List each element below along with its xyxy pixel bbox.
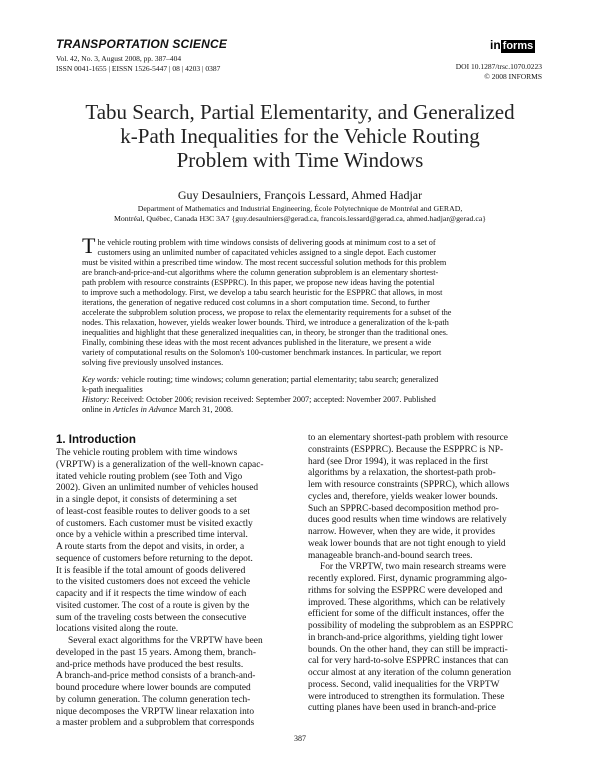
- body-line: For the VRPTW, two main research streams were: [320, 562, 506, 573]
- logo-in-text: in: [490, 38, 501, 52]
- keywords-block: [82, 375, 526, 415]
- doi-line: DOI 10.1287/trsc.1070.0223: [455, 62, 542, 71]
- abstract-line: variety of computational results on the Solomon's 100-customer benchmark instances. In particular, we report: [82, 348, 442, 357]
- history-text: March 31, 2008.: [178, 405, 234, 414]
- body-line: locations visited along the route.: [56, 624, 179, 635]
- body-line: in branch-and-price algorithms, yielding tight lower: [308, 632, 503, 643]
- keywords-label: Key words:: [82, 375, 120, 384]
- history-line: [82, 395, 526, 405]
- body-line: developed in the past 15 years. Among them, branch-: [56, 647, 256, 658]
- body-line: to the visited customers does not exceed the vehicle: [56, 577, 251, 588]
- body-line: cal for very hard-to-solve ESPPRC instances that can: [308, 656, 509, 667]
- abstract-line: Finally, combining these ideas with the most recent advances published in the literature, we present a wide: [82, 338, 432, 347]
- volume-line: Vol. 42, No. 3, August 2008, pp. 387–404: [56, 54, 182, 63]
- abstract-line: customers using an unlimited number of capacitated vehicles assigned to a single depot. Each customer: [97, 248, 436, 257]
- body-line: narrow. However, when they are wide, it provides: [308, 527, 495, 537]
- affiliation: [60, 204, 540, 224]
- keywords-text: k-path inequalities: [82, 385, 143, 394]
- informs-logo: [490, 38, 542, 53]
- body-line: rithms for solving the ESPPRC were developed and: [308, 585, 503, 596]
- right-column: [308, 433, 538, 715]
- body-line: by column generation. The column generation tech-: [56, 694, 251, 705]
- journal-name: TRANSPORTATION SCIENCE: [56, 37, 228, 51]
- body-line: a master problem and a subproblem that corresponds: [56, 718, 255, 729]
- body-line: once by a vehicle within a prescribed time interval.: [56, 530, 248, 541]
- abstract-line: iterations, the generation of negative reduced cost columns in a short computation time. Second, to further: [82, 298, 430, 307]
- body-line: possibility of modeling the subproblem as an ESPPRC: [308, 621, 513, 631]
- body-line: of least-cost feasible routes to deliver goods to a set: [56, 506, 250, 517]
- body-line: constraints (ESPPRC). Because the ESPPRC is NP-: [308, 444, 504, 455]
- body-line: in a single depot, it consists of determining a set: [56, 495, 237, 505]
- abstract-line: nodes. This relaxation, however, yields weaker lower bounds. Third, we introduce a generalization of the k-path: [82, 318, 449, 327]
- title-line: Tabu Search, Partial Elementarity, and Generalized: [85, 100, 515, 124]
- history-text: Received: October 2006; revision received: September 2007; accepted: November 2007. Published: [111, 395, 436, 404]
- abstract-line: path problem with resource constraints (ESPPRC). In this paper, we propose new ideas having the potential: [82, 278, 435, 287]
- body-line: recently explored. First, dynamic programming algo-: [308, 574, 508, 584]
- body-line: itated vehicle routing problem (see Toth and Vigo: [56, 471, 243, 482]
- abstract-line: are branch-and-price-and-cut algorithms where the column generation subproblem is an elementary shortest-: [82, 268, 439, 277]
- copyright-line: © 2008 INFORMS: [484, 71, 542, 81]
- body-line: of customers. Each customer must be visited exactly: [56, 518, 253, 529]
- body-line: and-price methods have produced the best results.: [56, 659, 244, 670]
- doi-block: [456, 62, 542, 81]
- body-line: were introduced to strengthen its formulation. These: [308, 691, 505, 702]
- body-line: duces good results when time windows are relatively: [308, 515, 507, 526]
- affiliation-line: Montréal, Québec, Canada H3C 3A7 {guy.desaulniers@gerad.ca, francois.lessard@gerad.ca, ahmed.hadjar@gerad.ca}: [113, 214, 487, 223]
- page-number: 387: [294, 734, 306, 743]
- body-line: It is feasible if the total amount of goods delivered: [56, 565, 246, 576]
- body-line: visited customer. The cost of a route is given by the: [56, 600, 250, 611]
- abstract: [82, 233, 526, 368]
- body-line: weak lower bounds that are not tight enough to yield: [308, 538, 506, 549]
- body-line: Several exact algorithms for the VRPTW have been: [68, 636, 263, 646]
- body-line: manageable branch-and-bound search trees.: [308, 550, 473, 561]
- body-line: The vehicle routing problem with time windows: [56, 448, 238, 458]
- body-line: (VRPTW) is a generalization of the well-known capac-: [56, 459, 264, 470]
- body-line: hard (see Dror 1994), it was replaced in the first: [308, 456, 489, 467]
- keywords-line: [82, 375, 526, 385]
- abstract-line: inequalities and highlight that these generalized inequalities can, in theory, be stronger than the traditional ones.: [82, 328, 448, 337]
- body-line: sum of the traveling costs between the consecutive: [56, 612, 247, 623]
- keywords-line: [82, 385, 526, 395]
- abstract-line: solving five previously unsolved instances.: [82, 358, 224, 367]
- body-line: process. Second, valid inequalities for the VRPTW: [308, 679, 500, 690]
- keywords-text: vehicle routing; time windows; column generation; partial elementarity; tabu search; generalized: [121, 375, 439, 384]
- body-line: cycles and, therefore, yields weaker lower bounds.: [308, 491, 498, 502]
- body-line: lem with resource constraints (SPPRC), which allows: [308, 480, 510, 490]
- issn-line: ISSN 0041-1655 | EISSN 1526-5447 | 08 | 4203 | 0387: [56, 63, 221, 73]
- title-line: Problem with Time Windows: [176, 148, 424, 172]
- body-line: to an elementary shortest-path problem with resource: [308, 433, 508, 443]
- body-line: A route starts from the depot and visits, in order, a: [56, 542, 245, 552]
- body-line: sequence of customers before returning to the depot.: [56, 553, 253, 564]
- abstract-line: accelerate the subproblem solution process, we propose to relax the elementarity requirements for a subset of the: [82, 308, 452, 317]
- history-line: [82, 405, 526, 415]
- body-line: Such an SPPRC-based decomposition method pro-: [308, 503, 499, 514]
- affiliation-line: Department of Mathematics and Industrial Engineering, École Polytechnique de Montréal and GERAD,: [137, 204, 463, 213]
- body-line: 2002). Given an unlimited number of vehicles housed: [56, 483, 259, 494]
- paper-title: [60, 100, 540, 172]
- title-line: k-Path Inequalities for the Vehicle Routing: [120, 124, 480, 148]
- abstract-line: he vehicle routing problem with time windows consists of delivering goods at minimum cost to a set of: [97, 238, 436, 247]
- abstract-dropcap: T: [82, 233, 96, 258]
- logo-forms-text: forms: [502, 40, 534, 52]
- body-line: bound procedure where lower bounds are computed: [56, 683, 251, 693]
- body-line: algorithms by a relaxation, the shortest-path prob-: [308, 468, 496, 479]
- body-line: capacity and if it respects the time window of each: [56, 589, 247, 599]
- body-line: A branch-and-price method consists of a branch-and-: [56, 671, 256, 682]
- body-line: improved. These algorithms, which can be relatively: [308, 597, 506, 608]
- history-label: History:: [82, 395, 110, 404]
- body-line: bounds. On the other hand, they can still be impracti-: [308, 644, 508, 655]
- body-line: efficient for some of the difficult instances, offer the: [308, 609, 505, 620]
- section-heading: 1. Introduction: [56, 434, 136, 446]
- body-line: nique decomposes the VRPTW linear relaxation into: [56, 706, 255, 717]
- abstract-line: to improve such a methodology. First, we develop a tabu search heuristic for the ESPPRC that allows, in most: [82, 288, 443, 297]
- abstract-line: must be visited within a prescribed time window. The most recent successful solution methods for this problem: [82, 258, 447, 267]
- publication-info: [56, 54, 220, 73]
- history-italic: Articles in Advance: [112, 405, 177, 414]
- left-column: [56, 433, 286, 730]
- history-text: online in: [82, 405, 111, 414]
- body-line: cutting planes have been used in branch-and-price: [308, 703, 496, 714]
- authors: Guy Desaulniers, François Lessard, Ahmed Hadjar: [177, 188, 423, 202]
- body-line: occur almost at any iteration of the column generation: [308, 668, 512, 678]
